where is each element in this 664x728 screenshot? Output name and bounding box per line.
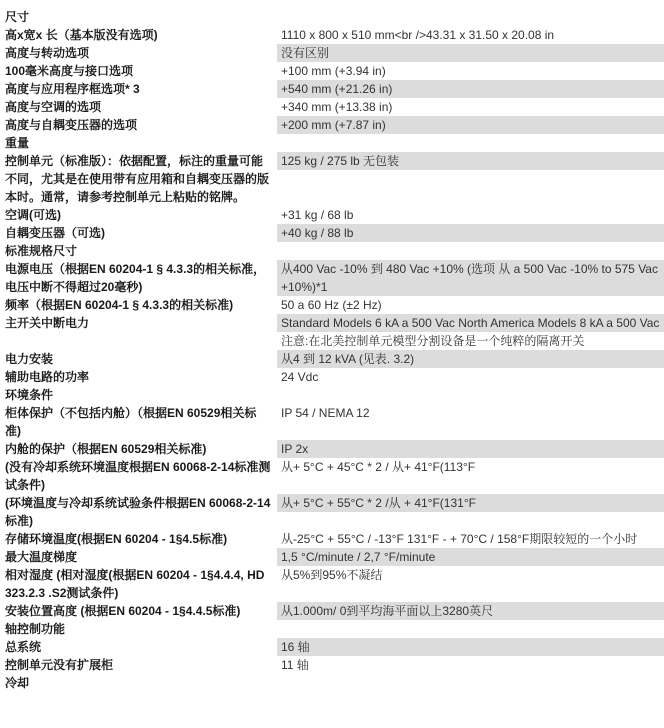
- spec-row: [0, 620, 664, 638]
- spec-value: +340 mm (+13.38 in): [281, 100, 393, 114]
- spec-label: 高度与转动选项: [5, 46, 90, 60]
- spec-label: (环境温度与冷却系统试验条件根据EN 60068-2-14标准): [5, 496, 271, 528]
- spec-value: Standard Models 6 kA a 500 Vac North America Models 8 kA a 500 Vac: [277, 314, 664, 332]
- spec-row: [0, 116, 664, 134]
- spec-label: 高度与自耦变压器的选项: [5, 118, 138, 132]
- spec-row: [0, 566, 664, 602]
- spec-value: +200 mm (+7.87 in): [277, 116, 664, 134]
- spec-row: [0, 656, 664, 674]
- spec-row: [0, 296, 664, 314]
- spec-label: 相对湿度 (相对湿度(根据EN 60204 - 1§4.4.4, HD 323.2.3 .S2测试条件): [5, 568, 265, 600]
- spec-row: [0, 530, 664, 548]
- spec-label: 最大温度梯度: [5, 550, 78, 564]
- spec-row: [0, 80, 664, 98]
- spec-value: 50 a 60 Hz (±2 Hz): [281, 298, 382, 312]
- spec-row: [0, 386, 664, 404]
- spec-row: [0, 458, 664, 494]
- spec-label: 控制单元（标准版）：依据配置，标注的重量可能不同，尤其是在使用带有应用箱和自耦变压器的版本时。通常，请参考控制单元上粘贴的铭牌。: [5, 154, 270, 204]
- spec-row: [0, 350, 664, 368]
- spec-label: 电源电压（根据EN 60204-1 § 4.3.3的相关标准，电压中断不得超过20毫秒): [5, 262, 266, 294]
- spec-label: 控制单元没有扩展柜: [5, 658, 114, 672]
- spec-value: 16 轴: [277, 638, 664, 656]
- spec-label: 总系统: [5, 640, 42, 654]
- spec-value: +40 kg / 88 lb: [277, 224, 664, 242]
- spec-label: 标准规格尺寸: [5, 244, 78, 258]
- spec-value: 从+ 5°C + 55°C * 2 /从 + 41°F(131°F: [277, 494, 664, 512]
- spec-row: [0, 134, 664, 152]
- spec-value: 从-25°C + 55°C / -13°F 131°F - + 70°C / 158°F期限较短的一个小时: [281, 532, 638, 546]
- spec-label: 安装位置高度 (根据EN 60204 - 1§4.4.5标准): [5, 604, 241, 618]
- spec-label: (没有冷却系统环境温度根据EN 60068-2-14标准测试条件): [5, 460, 271, 492]
- spec-value: IP 54 / NEMA 12: [281, 406, 370, 420]
- spec-value: 从4 到 12 kVA (见表. 3.2): [277, 350, 664, 368]
- spec-row: [0, 314, 664, 350]
- spec-row: [0, 224, 664, 242]
- spec-label: 电力安装: [5, 352, 54, 366]
- spec-value-group: [277, 314, 664, 350]
- spec-label: 轴控制功能: [5, 622, 66, 636]
- spec-value: 没有区别: [277, 44, 664, 62]
- spec-value: 1,5 °C/minute / 2,7 °F/minute: [277, 548, 664, 566]
- spec-label: 重量: [5, 136, 30, 150]
- spec-label: 环境条件: [5, 388, 54, 402]
- spec-value: 注意:在北美控制单元模型分割设备是一个纯粹的隔离开关: [281, 334, 585, 348]
- spec-label: 空调(可选): [5, 208, 61, 222]
- spec-row: [0, 44, 664, 62]
- spec-row: [0, 260, 664, 296]
- spec-value: 从400 Vac -10% 到 480 Vac +10% (选项 从 a 500 Vac -10% to 575 Vac +10%)*1: [277, 260, 664, 296]
- spec-label: 存储环境温度(根据EN 60204 - 1§4.5标准): [5, 532, 228, 546]
- spec-label: 高x宽x 长（基本版没有选项): [5, 28, 158, 42]
- spec-row: [0, 8, 664, 26]
- spec-label: 频率（根据EN 60204-1 § 4.3.3的相关标准): [5, 298, 234, 312]
- spec-row: [0, 638, 664, 656]
- spec-value: +31 kg / 68 lb: [281, 208, 354, 222]
- spec-label: 辅助电路的功率: [5, 370, 90, 384]
- spec-label: 高度与应用程序框选项* 3: [5, 82, 140, 96]
- spec-value: 11 轴: [281, 658, 309, 672]
- spec-label: 自耦变压器（可选): [5, 226, 105, 240]
- spec-row: [0, 368, 664, 386]
- spec-row: [0, 440, 664, 458]
- spec-label: 冷却: [5, 676, 30, 690]
- spec-value: +100 mm (+3.94 in): [281, 64, 386, 78]
- spec-row: [0, 548, 664, 566]
- spec-value: +540 mm (+21.26 in): [277, 80, 664, 98]
- spec-label: 内舱的保护（根据EN 60529相关标准): [5, 442, 207, 456]
- spec-label: 高度与空调的选项: [5, 100, 102, 114]
- spec-label: 柜体保护（不包括内舱）（根据EN 60529相关标准): [5, 406, 257, 438]
- spec-value: 125 kg / 275 lb 无包装: [277, 152, 664, 170]
- spec-row: [0, 674, 664, 692]
- spec-row: [0, 494, 664, 530]
- spec-value: 从+ 5°C + 45°C * 2 / 从+ 41°F(113°F: [281, 460, 476, 474]
- spec-row: [0, 404, 664, 440]
- spec-row: [0, 152, 664, 206]
- spec-value: IP 2x: [277, 440, 664, 458]
- spec-row: [0, 98, 664, 116]
- spec-label: 主开关中断电力: [5, 316, 90, 330]
- spec-label: 尺寸: [5, 10, 30, 24]
- spec-row: [0, 26, 664, 44]
- spec-row: [0, 62, 664, 80]
- spec-label: 100毫米高度与接口选项: [5, 64, 134, 78]
- spec-value: 从1.000m/ 0到平均海平面以上3280英尺: [277, 602, 664, 620]
- spec-row: [0, 206, 664, 224]
- spec-value: 1110 x 800 x 510 mm<br />43.31 x 31.50 x 20.08 in: [281, 28, 555, 42]
- spec-value: 从5%到95%不凝结: [281, 568, 383, 582]
- spec-row: [0, 602, 664, 620]
- spec-value: 24 Vdc: [281, 370, 319, 384]
- spec-row: [0, 242, 664, 260]
